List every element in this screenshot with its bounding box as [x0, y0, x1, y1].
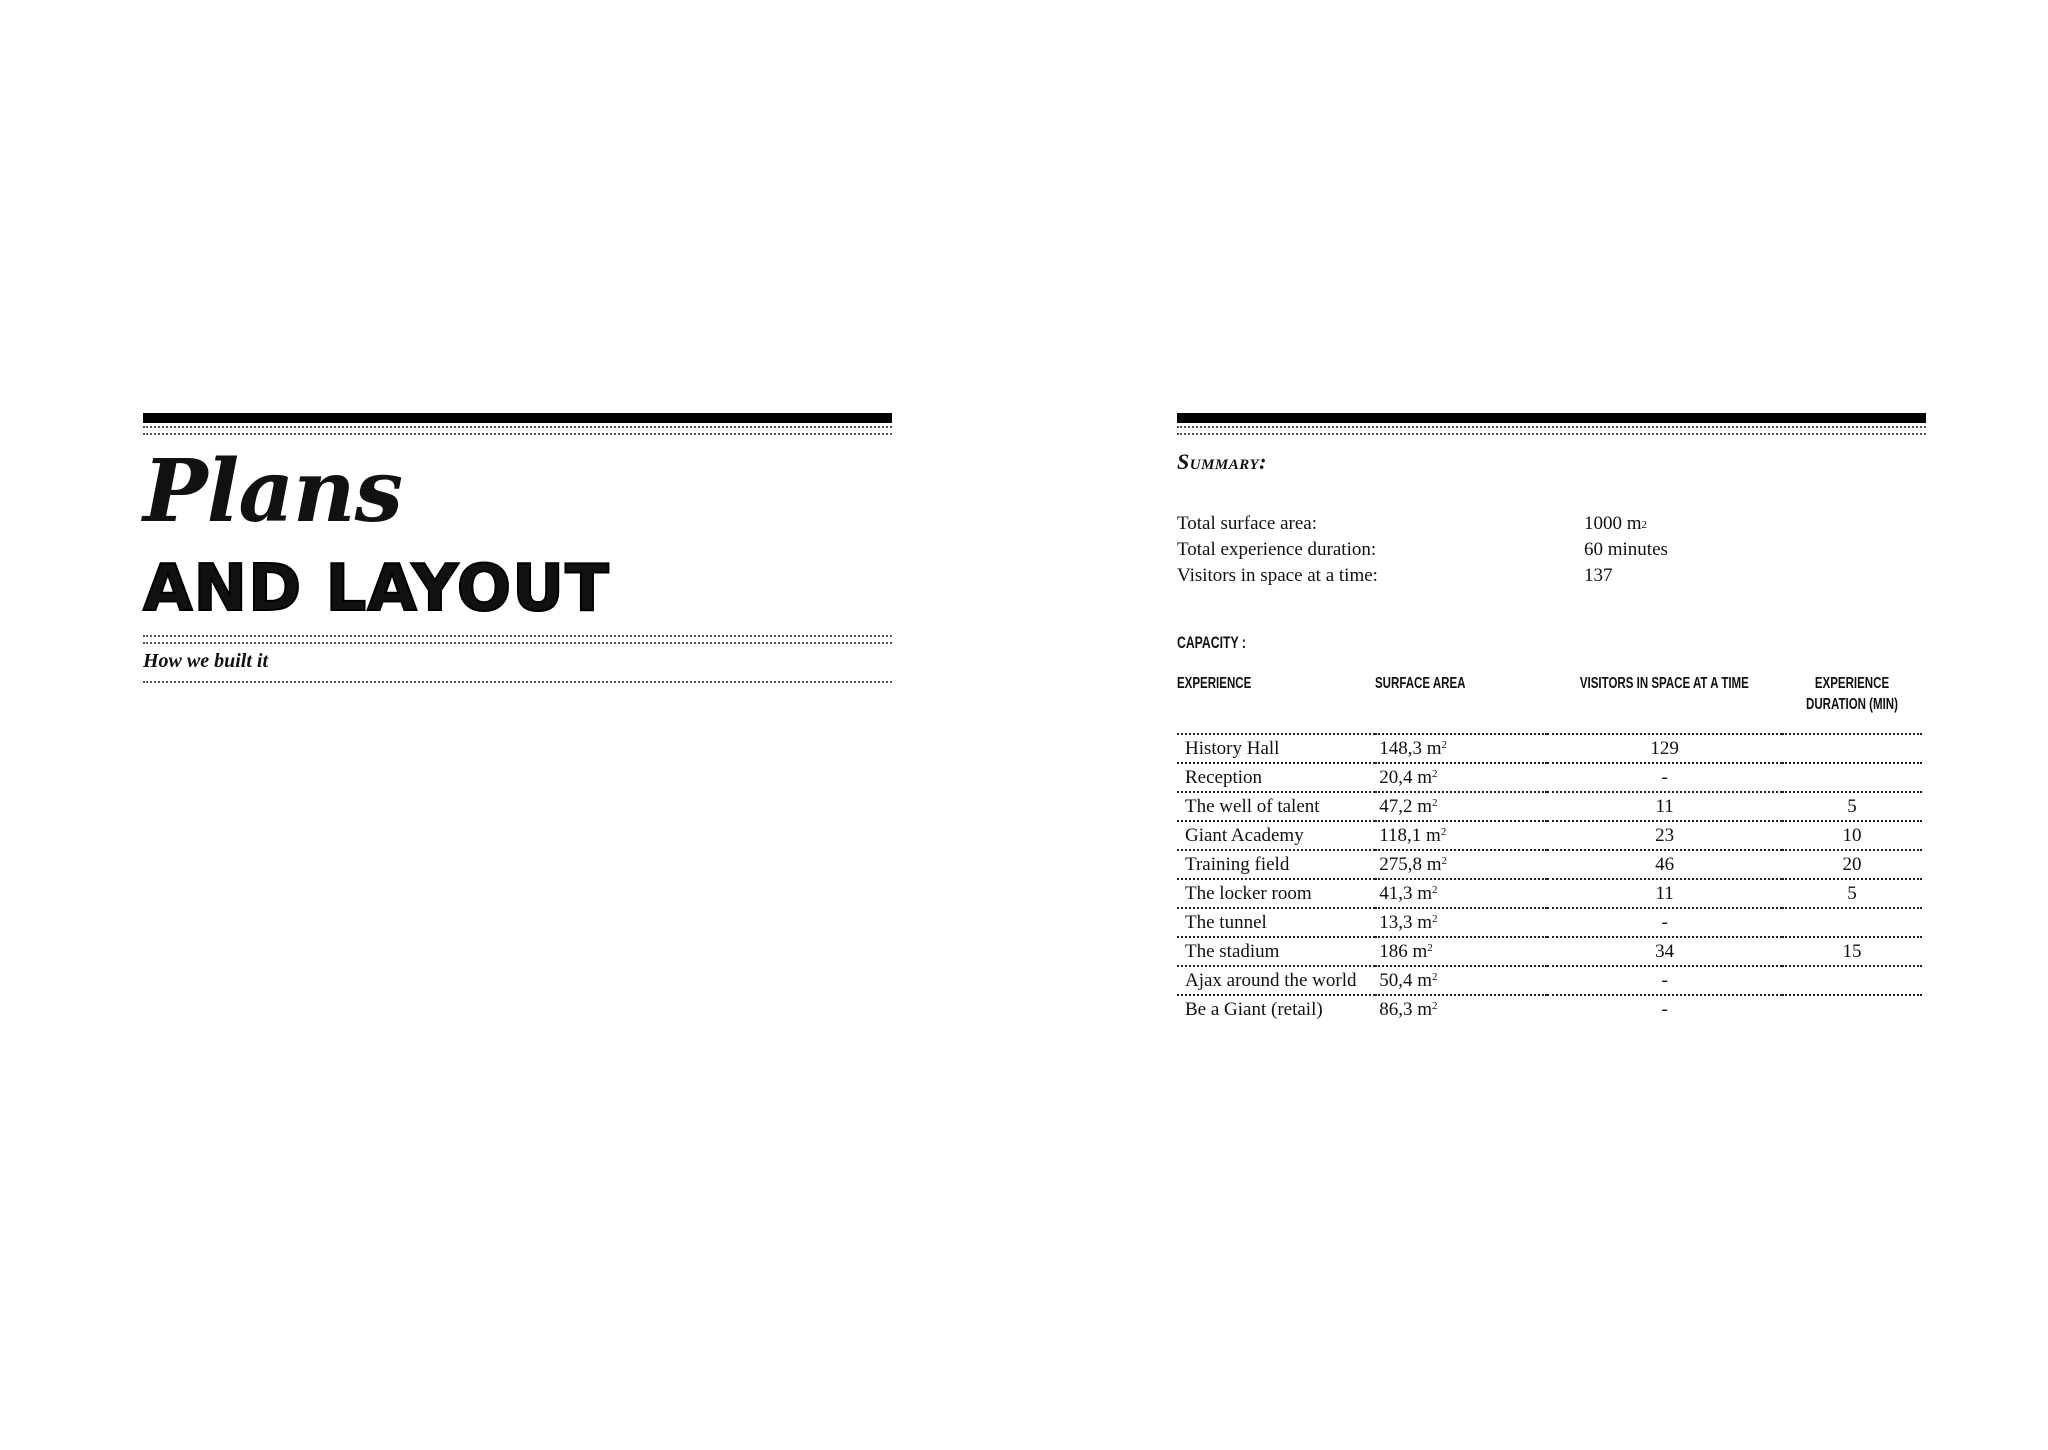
title-dotted-rule [143, 426, 892, 435]
table-row [1177, 995, 1922, 1023]
unit-superscript: 2 [1441, 854, 1448, 867]
cell-visitors: 23 [1547, 821, 1782, 850]
table-row [1177, 879, 1922, 908]
cell-surface-area [1375, 763, 1547, 792]
cell-duration [1782, 734, 1922, 763]
summary-top-rule [1177, 413, 1926, 423]
title-block [143, 413, 892, 683]
cell-surface-area-value: 148,3 m [1379, 737, 1442, 759]
cell-surface-area-value: 50,4 m [1379, 969, 1433, 991]
cell-experience: Reception [1177, 763, 1375, 792]
subtitle-dotted-rule [143, 635, 892, 644]
cell-experience: The well of talent [1177, 792, 1375, 821]
col-header-surface-area: SURFACE AREA [1375, 675, 1466, 692]
summary-value [1584, 537, 1668, 563]
cell-surface-area [1375, 908, 1547, 937]
unit-superscript: 2 [1440, 825, 1447, 838]
subtitle-bottom-rule [143, 681, 892, 683]
cell-visitors: - [1547, 763, 1782, 792]
page-title-layout: AND LAYOUT [143, 552, 610, 626]
cell-surface-area [1375, 792, 1547, 821]
cell-duration: 5 [1782, 879, 1922, 908]
capacity-table [1177, 673, 1922, 1023]
capacity-heading-wrap [1177, 633, 1926, 653]
cell-experience: Giant Academy [1177, 821, 1375, 850]
summary-row [1177, 537, 1926, 563]
cell-visitors: - [1547, 966, 1782, 995]
cell-visitors: - [1547, 908, 1782, 937]
page-subtitle: How we built it [143, 650, 269, 672]
summary-block [1177, 413, 1926, 1023]
table-row [1177, 850, 1922, 879]
cell-surface-area-value: 186 m [1379, 940, 1428, 962]
unit-superscript: 2 [1427, 941, 1433, 954]
page-title-plans: Plans [143, 441, 403, 542]
unit-superscript: 2 [1432, 970, 1438, 983]
table-row [1177, 792, 1922, 821]
unit-superscript: 2 [1432, 796, 1438, 809]
cell-surface-area-value: 275,8 m [1379, 853, 1442, 875]
summary-heading: Summary: [1177, 449, 1267, 474]
cell-surface-area-value: 13,3 m [1379, 911, 1433, 933]
cell-visitors: 129 [1547, 734, 1782, 763]
cell-duration: 10 [1782, 821, 1922, 850]
table-row [1177, 763, 1922, 792]
cell-experience: The locker room [1177, 879, 1375, 908]
cell-experience: Training field [1177, 850, 1375, 879]
cell-surface-area-value: 20,4 m [1379, 766, 1433, 788]
unit-superscript: 2 [1641, 519, 1648, 531]
cell-surface-area-value: 41,3 m [1379, 882, 1433, 904]
cell-experience: Ajax around the world [1177, 966, 1375, 995]
table-body [1177, 734, 1922, 1023]
summary-value [1584, 563, 1613, 589]
cell-surface-area [1375, 995, 1547, 1023]
cell-surface-area-value: 47,2 m [1379, 795, 1433, 817]
cell-duration [1782, 908, 1922, 937]
cell-duration: 20 [1782, 850, 1922, 879]
cell-visitors: 46 [1547, 850, 1782, 879]
cell-duration [1782, 763, 1922, 792]
summary-value-text: 60 minutes [1584, 539, 1668, 560]
cell-visitors: 11 [1547, 879, 1782, 908]
unit-superscript: 2 [1432, 883, 1438, 896]
summary-label: Visitors in space at a time: [1177, 565, 1378, 586]
summary-label: Total surface area: [1177, 513, 1318, 534]
cell-surface-area-value: 86,3 m [1379, 998, 1433, 1020]
table-row [1177, 937, 1922, 966]
cell-visitors: - [1547, 995, 1782, 1023]
col-header-experience: EXPERIENCE [1177, 675, 1252, 692]
col-header-duration: EXPERIENCE DURATION (MIN) [1806, 675, 1898, 713]
cell-experience: History Hall [1177, 734, 1375, 763]
cell-surface-area [1375, 937, 1547, 966]
cell-experience: Be a Giant (retail) [1177, 995, 1375, 1023]
table-row [1177, 821, 1922, 850]
unit-superscript: 2 [1432, 767, 1438, 780]
summary-row [1177, 511, 1926, 537]
cell-experience: The stadium [1177, 937, 1375, 966]
cell-surface-area [1375, 850, 1547, 879]
col-header-visitors: VISITORS IN SPACE AT A TIME [1580, 675, 1750, 692]
cell-surface-area [1375, 734, 1547, 763]
table-row [1177, 734, 1922, 763]
summary-label: Total experience duration: [1177, 539, 1377, 560]
cell-duration [1782, 995, 1922, 1023]
summary-row [1177, 563, 1926, 589]
cell-duration: 5 [1782, 792, 1922, 821]
cell-surface-area-value: 118,1 m [1379, 824, 1441, 846]
cell-surface-area [1375, 966, 1547, 995]
unit-superscript: 2 [1441, 738, 1448, 751]
cell-duration [1782, 966, 1922, 995]
title-top-rule [143, 413, 892, 423]
unit-superscript: 2 [1432, 999, 1438, 1012]
cell-surface-area [1375, 821, 1547, 850]
table-row [1177, 966, 1922, 995]
cell-surface-area [1375, 879, 1547, 908]
summary-value-text: 137 [1584, 565, 1613, 586]
cell-duration: 15 [1782, 937, 1922, 966]
table-row [1177, 908, 1922, 937]
unit-superscript: 2 [1432, 912, 1438, 925]
summary-value [1584, 511, 1647, 537]
capacity-heading: CAPACITY : [1177, 633, 1246, 652]
summary-list [1177, 511, 1926, 589]
table-header-row [1177, 673, 1922, 734]
cell-visitors: 34 [1547, 937, 1782, 966]
cell-experience: The tunnel [1177, 908, 1375, 937]
summary-dotted-rule [1177, 426, 1926, 435]
cell-visitors: 11 [1547, 792, 1782, 821]
summary-value-text: 1000 m [1584, 513, 1642, 534]
